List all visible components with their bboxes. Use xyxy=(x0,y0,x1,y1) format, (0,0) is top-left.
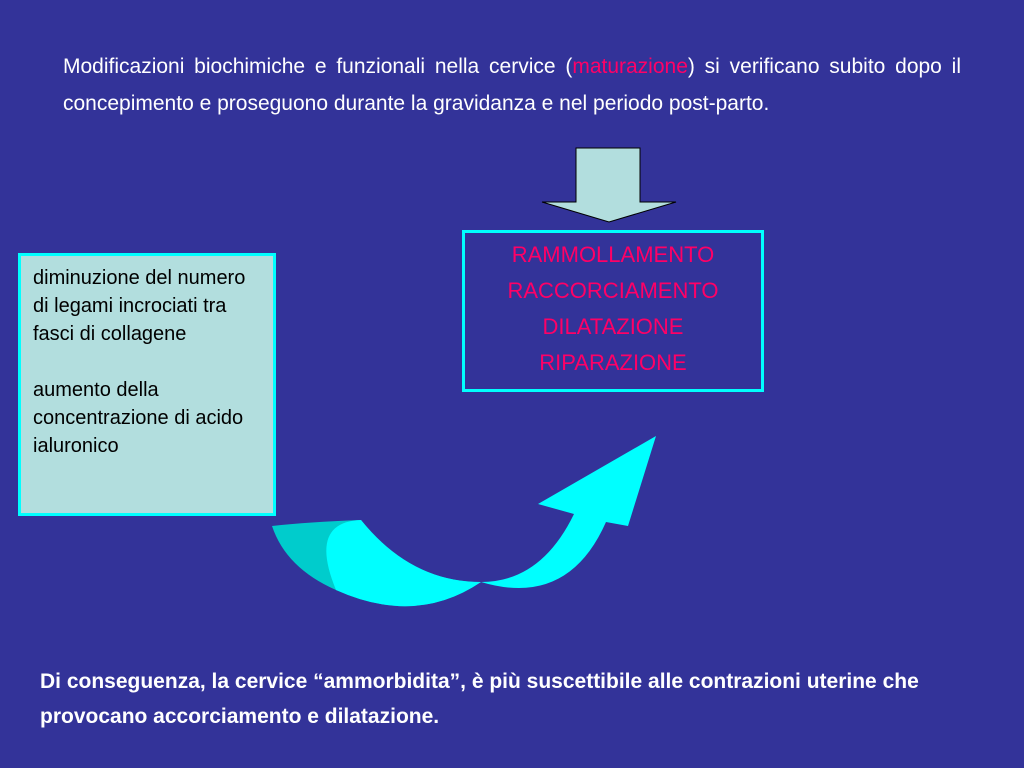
result-line-softening: RAMMOLLAMENTO xyxy=(511,242,715,267)
cause-box xyxy=(18,253,276,516)
result-line-repair: RIPARAZIONE xyxy=(539,350,687,375)
intro-text-before: Modificazioni biochimiche e funzionali nella cervice ( xyxy=(63,55,573,78)
down-arrow-icon xyxy=(538,146,680,226)
result-box xyxy=(462,230,764,392)
conclusion-text: Di conseguenza, la cervice “ammorbidita”, è più suscettibile alle contrazioni uterine che provocano accorciamento e dilatazione. xyxy=(40,670,919,728)
intro-text xyxy=(63,48,961,122)
cause-item-hyaluronic: aumento della concentrazione di acido ialuronico xyxy=(33,379,244,457)
cause-item-collagen: diminuzione del numero di legami incrociati tra fasci di collagene xyxy=(33,267,246,345)
intro-text-after: ) si verificano subito dopo il concepimento e proseguono durante la gravidanza e nel periodo post-parto. xyxy=(63,55,961,115)
result-line-shortening: RACCORCIAMENTO xyxy=(507,278,719,303)
intro-highlight: maturazione xyxy=(572,55,688,78)
curved-arrow-icon xyxy=(266,410,666,615)
result-line-dilation: DILATAZIONE xyxy=(542,314,684,339)
